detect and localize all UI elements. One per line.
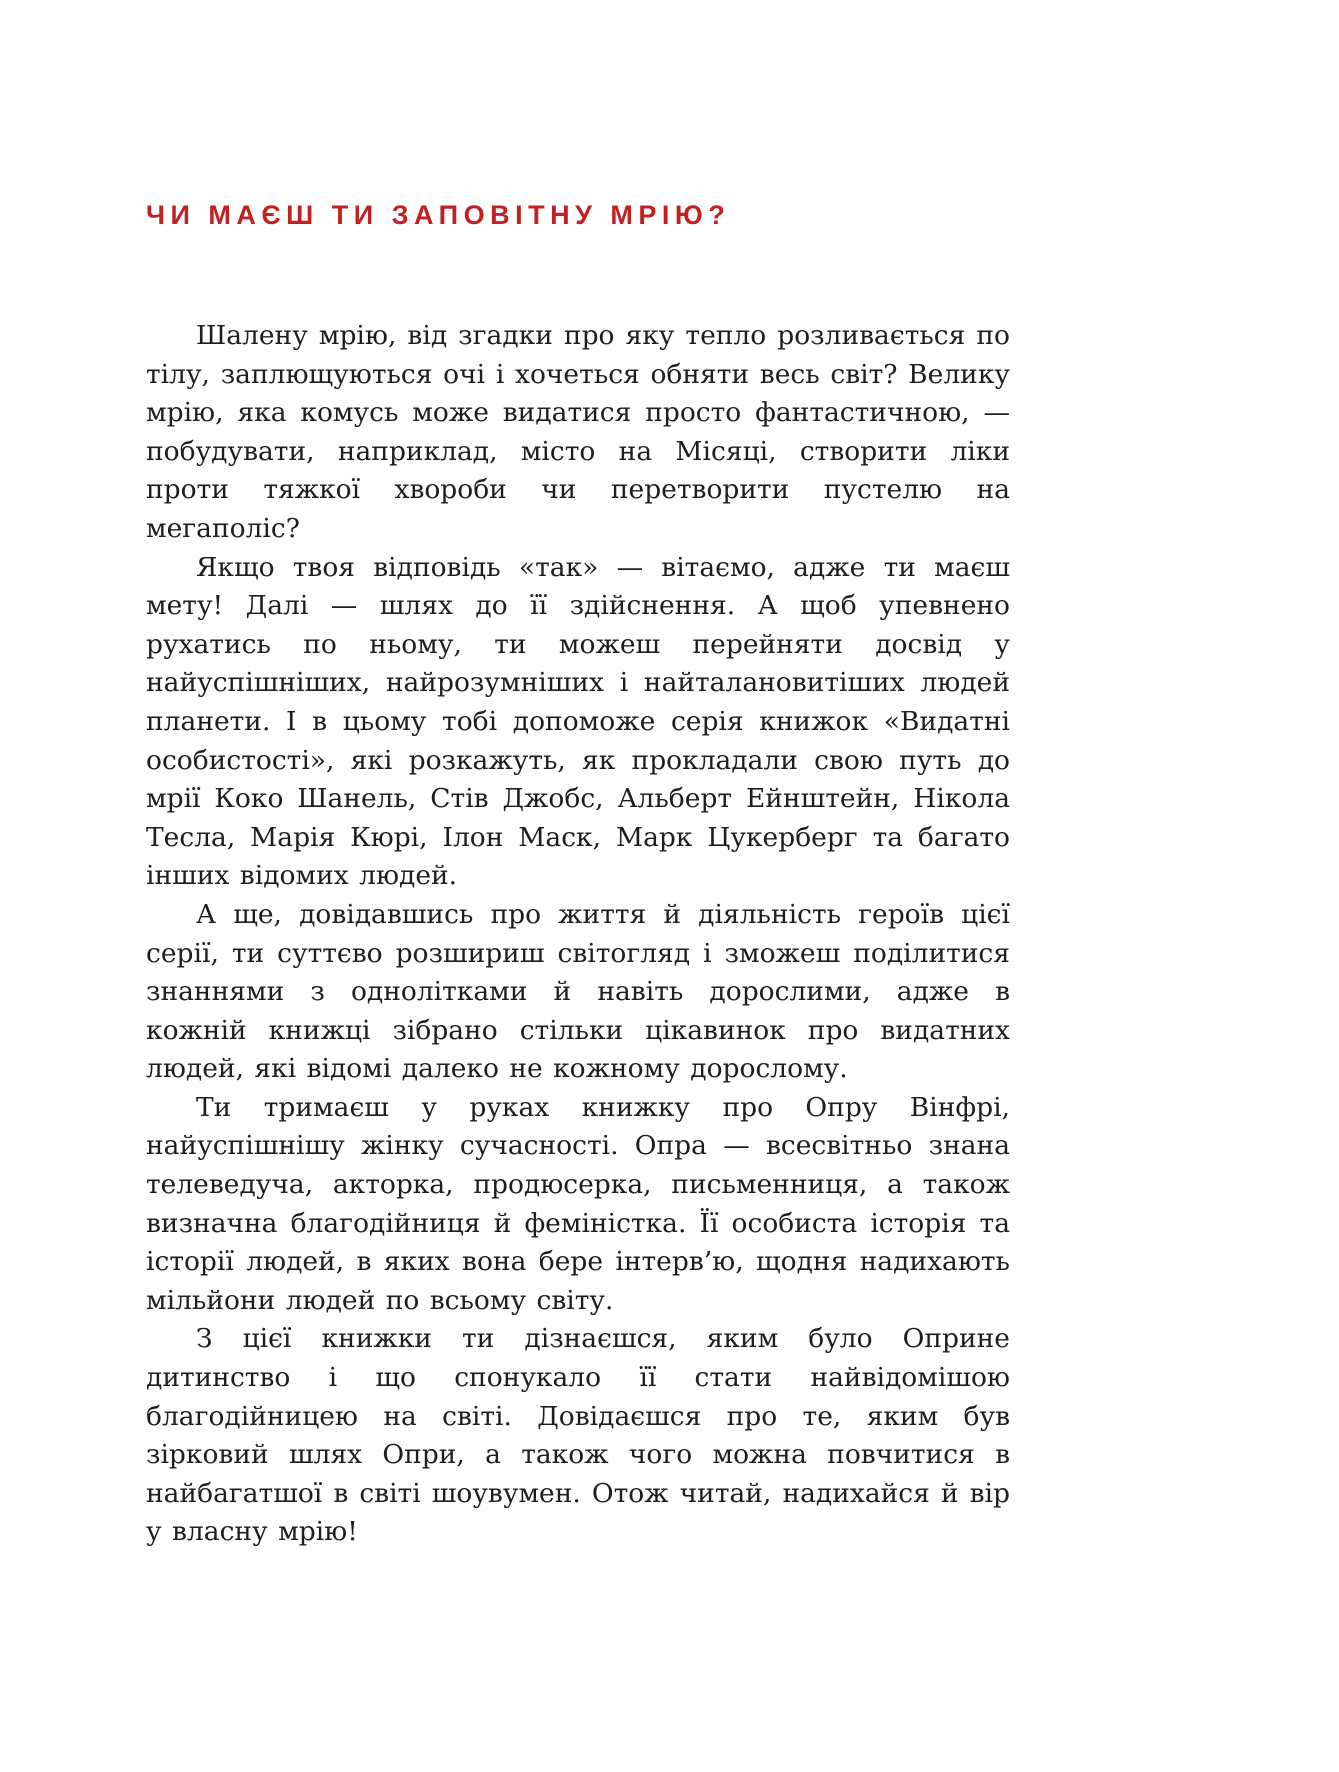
page-content bbox=[146, 200, 1010, 1552]
paragraph-5: З цієї книжки ти дізнаєшся, яким було Оприне дитинство і що спонукало її стати найвідомішою благодійницею на світі. Довідаєшся про те, яким був зірковий шлях Опри, а також чого можна повчитися в найбагатшої в світі шоувумен. Отож читай, надихайся й вір у власну мрію! bbox=[146, 1323, 1010, 1548]
paragraph-2: Якщо твоя відповідь «так» — вітаємо, адже ти маєш мету! Далі — шлях до її здійснення. А щоб упевнено рухатись по ньому, ти можеш перейняти досвід у найуспішніших, найрозумніших і найталановитіших людей планети. І в цьому тобі допоможе серія книжок «Видатні особистості», які розкажуть, як прокладали свою путь до мрії Коко Шанель, Стів Джобс, Альберт Ейнштейн, Нікола Тесла, Марія Кюрі, Ілон Маск, Марк Цукерберг та багато інших відомих людей. bbox=[146, 551, 1010, 892]
paragraph-1: Шалену мрію, від згадки про яку тепло розливається по тілу, заплющуються очі і хочеться обняти весь світ? Велику мрію, яка комусь може видатися просто фантастичною, — побудувати, наприклад, місто на Місяці, створити ліки проти тяжкої хвороби чи перетворити пустелю на мегаполіс? bbox=[146, 320, 1010, 544]
paragraph-3: А ще, довідавшись про життя й діяльність героїв цієї серії, ти суттєво розшириш світогляд і зможеш поділитися знаннями з однолітками й навіть дорослими, адже в кожній книжці зібрано стільки цікавинок про видатних людей, які відомі далеко не кожному дорослому. bbox=[146, 898, 1010, 1085]
body-text bbox=[146, 317, 1010, 1552]
paragraph-4: Ти тримаєш у руках книжку про Опру Вінфрі, найуспішнішу жінку сучасності. Опра — всесвітньо знана телеведуча, акторка, продюсерка, письменниця, а також визначна благодійниця й феміністка. Її особиста історія та історії людей, в яких вона бере інтерв’ю, щодня надихають мільйони людей по всьому світу. bbox=[146, 1091, 1010, 1316]
chapter-heading: ЧИ МАЄШ ТИ ЗАПОВІТНУ МРІЮ? bbox=[146, 200, 731, 230]
